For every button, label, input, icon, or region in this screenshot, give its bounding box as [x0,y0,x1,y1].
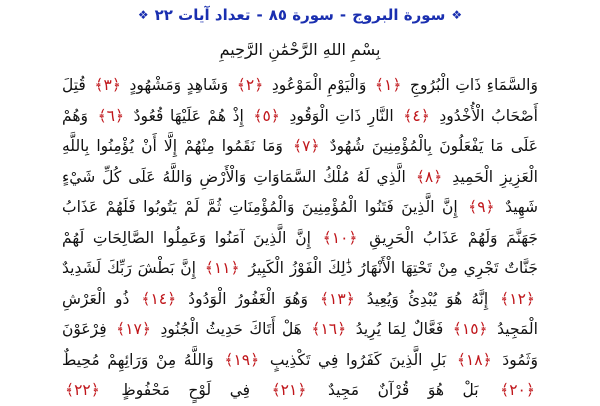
verse-text: وَهُوَ الْغَفُورُ الْوَدُودُ [188,289,308,308]
verse-text: قُتِلَ أَصْحَابُ الْأُخْدُودِ [62,76,538,125]
verse-text: وَهُمْ عَلَى مَا يَفْعَلُونَ بِالْمُؤْمِنِينَ شُهُودٌ [62,106,538,155]
header-separator: - [339,6,347,24]
verse-text: بَلِ الَّذِينَ كَفَرُوا فِي تَكْذِيبٍ [269,350,447,369]
verse-text: إِنَّ الَّذِينَ آمَنُوا وَعَمِلُوا الصَّالِحَاتِ لَهُمْ جَنَّاتٌ تَجْرِي مِنْ تَحْتِهَا الْأَنْهَارُ ذَٰلِكَ الْفَوْزُ الْكَبِيرُ [62,228,538,277]
verse-text: إِنَّهُ هُوَ يُبْدِئُ وَيُعِيدُ [366,289,489,308]
verse-text: فَعَّالٌ لِمَا يُرِيدُ [355,320,444,338]
verse-text: إِنَّ الَّذِينَ فَتَنُوا الْمُؤْمِنِينَ وَالْمُؤْمِنَاتِ ثُمَّ لَمْ يَتُوبُوا فَلَهُمْ عَذَابُ جَهَنَّمَ وَلَهُمْ عَذَابُ الْحَرِيقِ [62,198,539,247]
verse-text: هَلْ أَتَاكَ حَدِيثُ الْجُنُودِ [160,320,302,338]
header-ornament-icon: ❖ [451,8,463,22]
verse-number: ﴿١٤﴾ [141,289,177,308]
verse-number: ﴿١﴾ [374,76,402,94]
verse-text: فِرْعَوْنَ وَثَمُودَ [62,320,538,369]
verse-number: ﴿١١﴾ [204,259,240,277]
verse-number: ﴿١٨﴾ [456,350,492,369]
surah-name: سورة البروج [352,6,446,24]
verses-text [60,70,540,406]
verse-text: وَمَا نَقَمُوا مِنْهُمْ إِلَّا أَنْ يُؤْمِنُوا بِاللَّهِ الْعَزِيزِ الْحَمِيدِ [62,137,538,186]
verse-text: وَالْيَوْمِ الْمَوْعُودِ [271,76,367,94]
verse-number: ﴿١٠﴾ [322,228,358,247]
verse-number: ﴿٣﴾ [94,76,121,94]
verse-text: فِي لَوْحٍ مَحْفُوظٍ [121,381,251,399]
basmala: بِسْمِ اللهِ الرَّحْمَٰنِ الرَّحِيمِ [219,40,381,59]
verse-number: ﴿١٩﴾ [224,350,260,369]
verse-number: ﴿١٥﴾ [452,320,488,338]
verse-number: ﴿١٢﴾ [500,289,536,308]
verse-number: ﴿٥﴾ [253,106,280,125]
verse-number: ﴿٤﴾ [403,106,430,125]
verse-number: ﴿١٦﴾ [311,320,347,338]
verse-text: وَشَاهِدٍ وَمَشْهُودٍ [129,76,229,94]
surah-number: سورة ٨٥ [268,6,334,24]
verse-number: ﴿٢٢﴾ [65,381,100,399]
verse-number: ﴿٨﴾ [415,167,443,186]
header-ornament-icon: ❖ [137,8,149,22]
verse-number: ﴿١٣﴾ [319,289,355,308]
verse-number: ﴿١٧﴾ [116,320,151,338]
surah-header [60,4,540,26]
verse-text: إِذْ هُمْ عَلَيْهَا قُعُودٌ [133,106,244,125]
verse-number: ﴿٧﴾ [293,137,320,155]
verse-text: وَاللَّهُ مِنْ وَرَائِهِمْ مُحِيطٌ [62,350,214,369]
verse-number: ﴿٩﴾ [468,198,495,216]
verse-number: ﴿٢٠﴾ [500,381,535,399]
verse-number: ﴿٦﴾ [97,106,125,125]
verse-text: النَّارِ ذَاتِ الْوَقُودِ [289,106,394,125]
verse-count: تعداد آيات ٢٢ [154,6,251,24]
verse-text: وَالسَّمَاءِ ذَاتِ الْبُرُوجِ [410,76,538,94]
verse-number: ﴿٢﴾ [236,76,264,94]
verse-text: بَلْ هُوَ قُرْآنٌ مَجِيدٌ [327,381,479,399]
verse-number: ﴿٢١﴾ [271,381,307,399]
verse-text: ذُو الْعَرْشِ الْمَجِيدُ [62,289,538,338]
verse-text: الَّذِي لَهُ مُلْكُ السَّمَاوَاتِ وَالْأَرْضِ وَاللَّهُ عَلَى كُلِّ شَيْءٍ شَهِيدٌ [62,167,539,216]
header-separator: - [256,6,263,24]
verse-text: إِنَّ بَطْشَ رَبِّكَ لَشَدِيدٌ [62,259,196,277]
